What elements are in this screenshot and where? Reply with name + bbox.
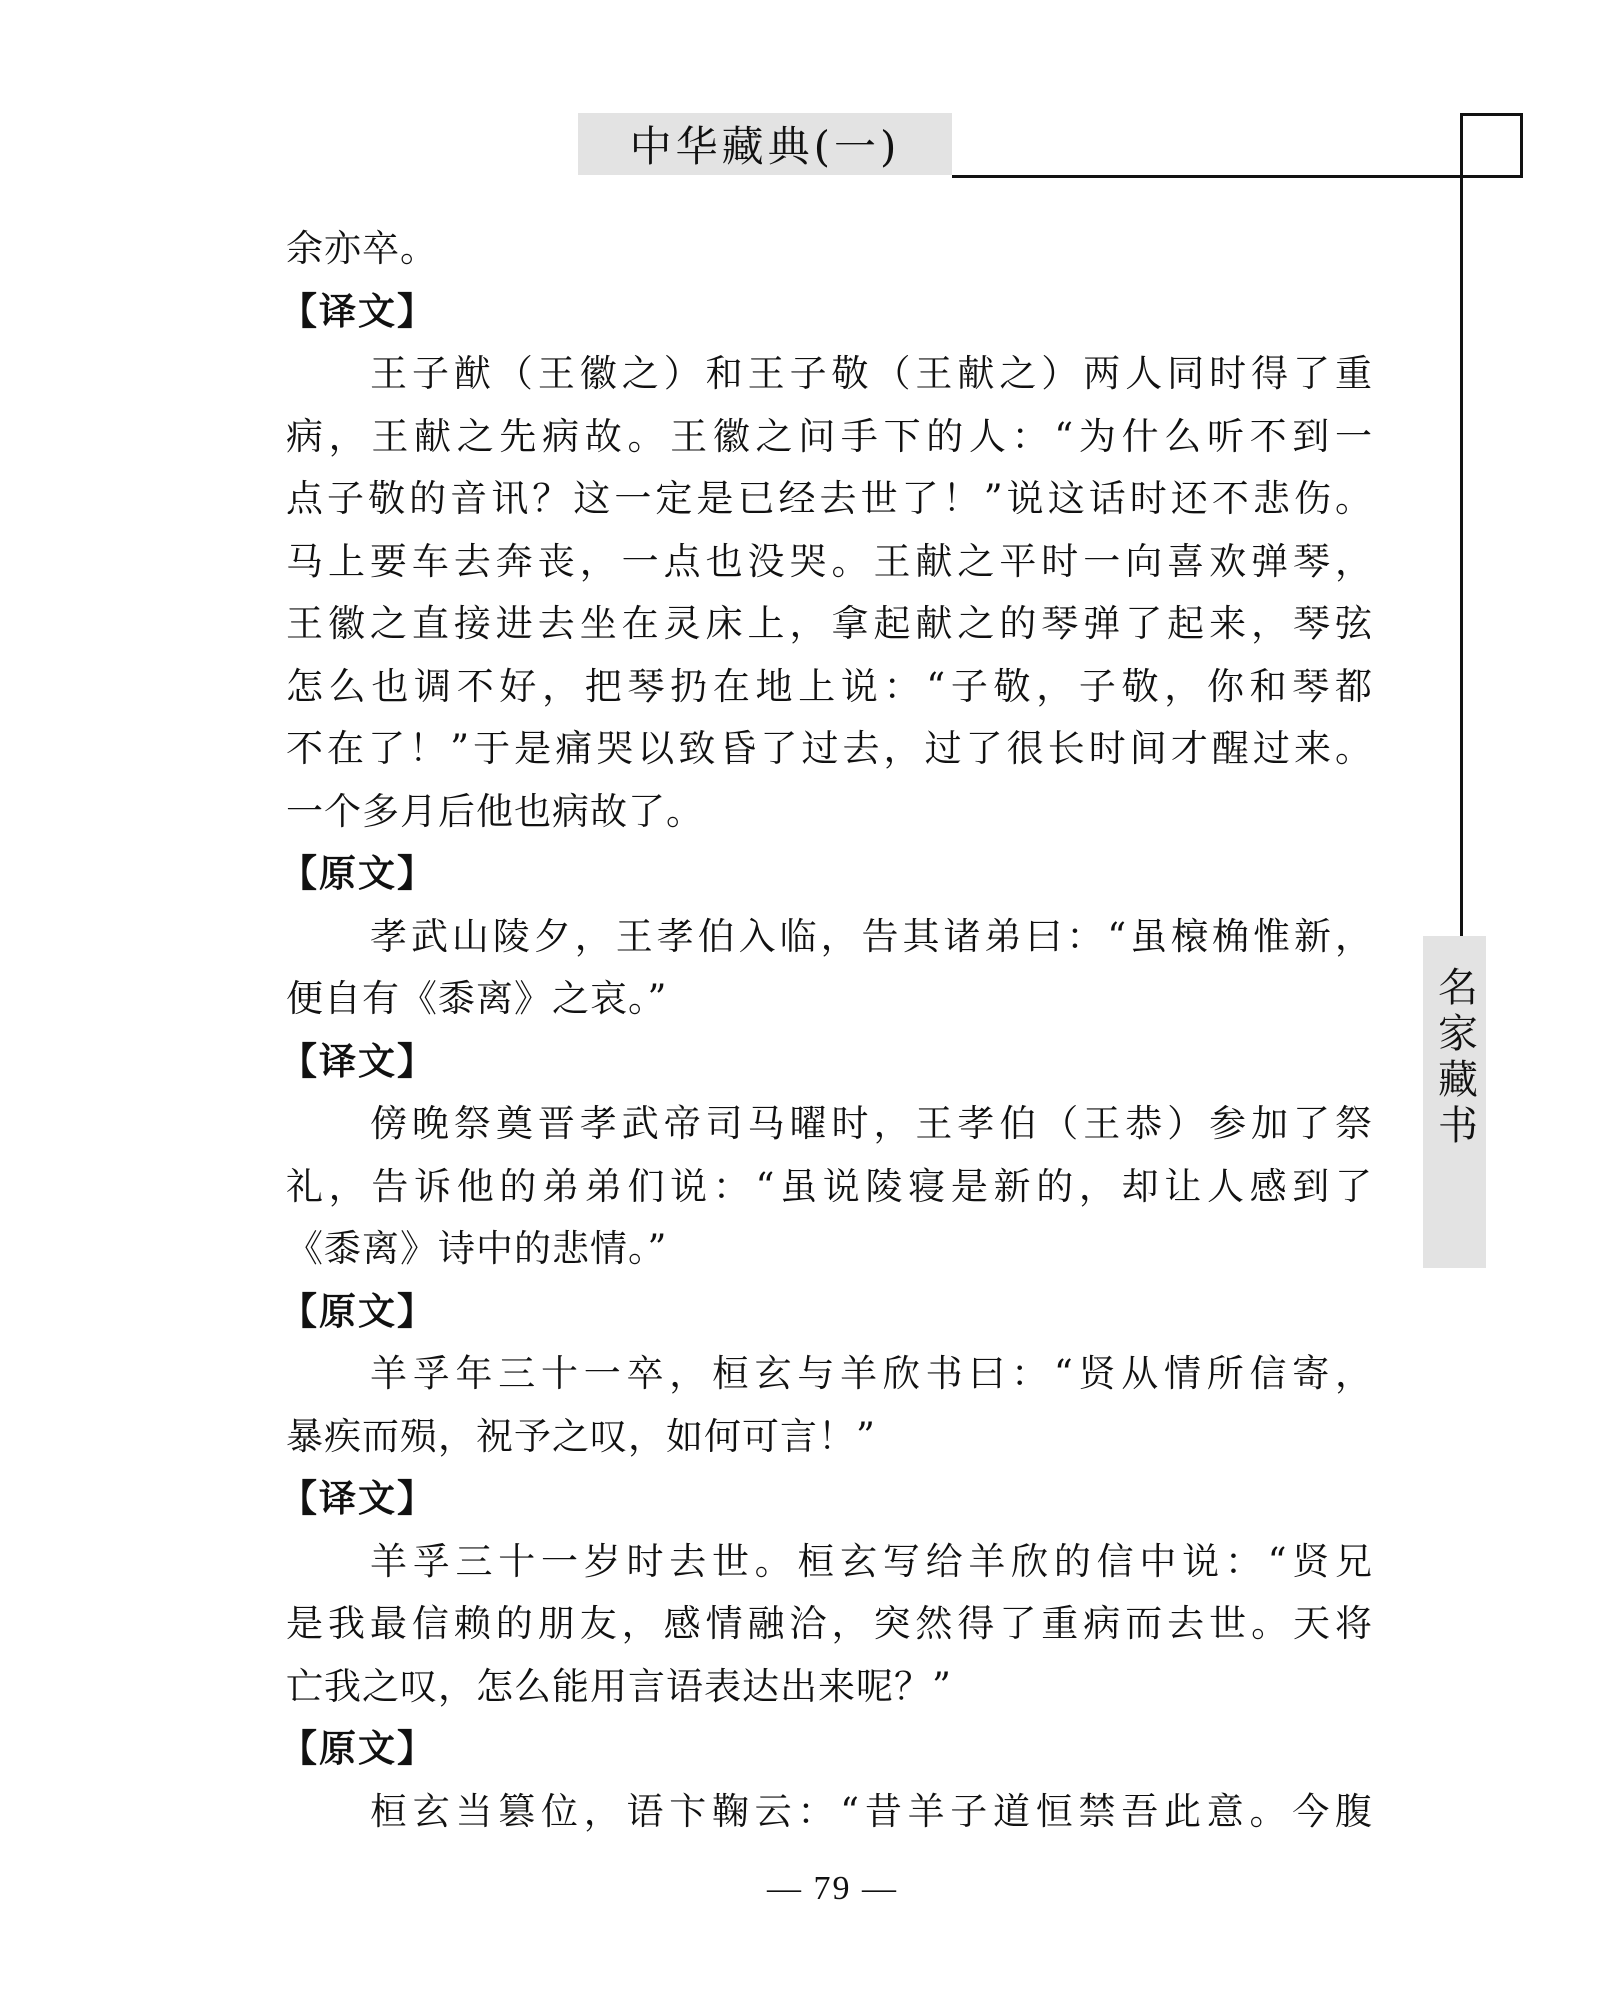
book-title: 中华藏典(一)	[629, 122, 901, 171]
text-line: 王徽之直接进去坐在灵床上，拿起献之的琴弹了起来，琴弦	[286, 602, 1373, 645]
text-line: 礼，告诉他的弟弟们说：“虽说陵寝是新的，却让人感到了	[286, 1164, 1373, 1208]
header-rule	[952, 175, 1523, 178]
text-line: 暴疾而殒，祝予之叹，如何可言！”	[286, 1414, 876, 1458]
section-heading-translation: 【译文】	[280, 289, 436, 333]
page-number: — 79 —	[767, 1870, 898, 1907]
margin-vertical-rule	[1460, 113, 1463, 936]
section-heading-original: 【原文】	[280, 1289, 436, 1333]
text-line: 羊孚年三十一卒，桓玄与羊欣书曰：“贤从情所信寄，	[370, 1352, 1373, 1395]
text-line: 点子敬的音讯？这一定是已经去世了！”说这话时还不悲伤。	[286, 477, 1373, 520]
text-line: 王子猷（王徽之）和王子敬（王献之）两人同时得了重	[370, 352, 1373, 395]
side-tab-label: 名家藏书	[1431, 966, 1478, 1150]
section-heading-original: 【原文】	[280, 852, 436, 895]
text-line: 便自有《黍离》之哀。”	[286, 977, 668, 1020]
text-line: 桓玄当篡位，语卞鞠云：“昔羊子道恒禁吾此意。今腹	[370, 1789, 1373, 1833]
text-line: 羊孚三十一岁时去世。桓玄写给羊欣的信中说：“贤兄	[370, 1539, 1373, 1583]
text-line: 孝武山陵夕，王孝伯入临，告其诸弟曰：“虽榱桷惟新，	[370, 914, 1373, 958]
text-line: 一个多月后他也病故了。	[286, 789, 704, 833]
corner-square-ornament	[1460, 113, 1523, 178]
section-heading-translation: 【译文】	[280, 1039, 436, 1083]
text-line: 傍晚祭奠晋孝武帝司马曜时，王孝伯（王恭）参加了祭	[370, 1102, 1373, 1145]
text-line: 《黍离》诗中的悲情。”	[286, 1227, 668, 1270]
text-line: 马上要车去奔丧，一点也没哭。王献之平时一向喜欢弹琴，	[286, 539, 1373, 583]
text-line: 是我最信赖的朋友，感情融洽，突然得了重病而去世。天将	[286, 1602, 1373, 1645]
text-line: 怎么也调不好，把琴扔在地上说：“子敬，子敬，你和琴都	[286, 664, 1373, 708]
section-heading-translation: 【译文】	[280, 1477, 436, 1520]
running-header	[578, 113, 952, 175]
side-tab	[1423, 936, 1486, 1268]
text-line: 病，王献之先病故。王徽之问手下的人：“为什么听不到一	[286, 414, 1373, 458]
text-line: 亡我之叹，怎么能用言语表达出来呢？”	[286, 1664, 952, 1708]
text-line: 不在了！”于是痛哭以致昏了过去，过了很长时间才醒过来。	[286, 727, 1373, 770]
body-text	[280, 218, 1373, 1843]
section-heading-original: 【原文】	[280, 1727, 436, 1770]
text-line: 余亦卒。	[286, 227, 438, 270]
